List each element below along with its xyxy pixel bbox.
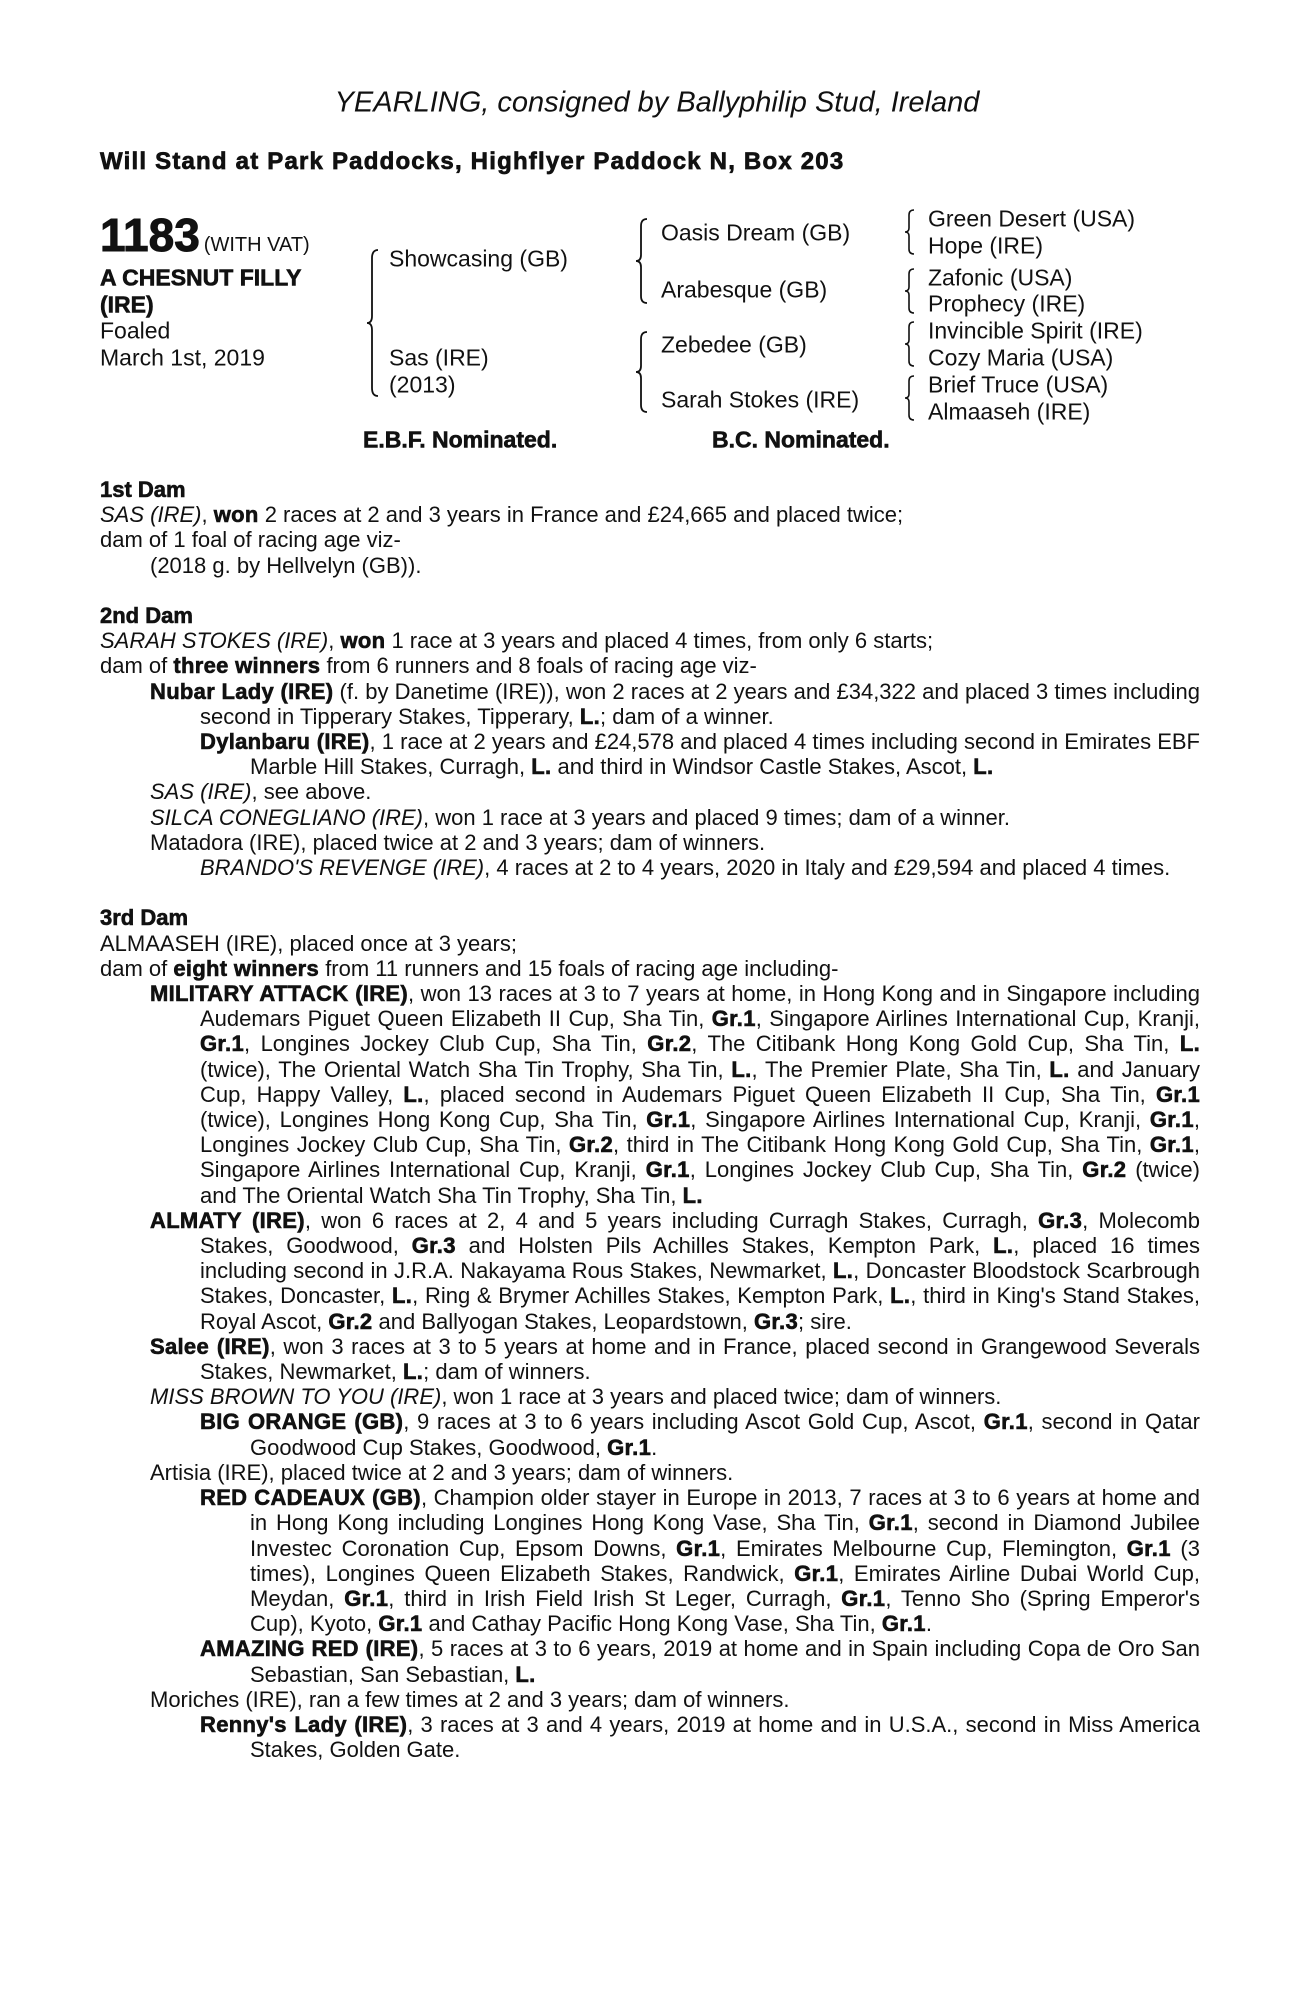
entry-text: ALMAASEH (IRE), placed once at 3 years;: [100, 930, 517, 956]
stand-location: Will Stand at Park Paddocks, Highflyer Paddock N, Box 203: [100, 148, 845, 175]
bold-text: Gr.1: [607, 1434, 652, 1460]
entry-text: (twice) and The Oriental Watch Sha Tin Trophy, Sha Tin,: [200, 1157, 1200, 1208]
entry-text: from 6 runners and 8 foals of racing age viz-: [320, 653, 757, 679]
entry-text: and Ballyogan Stakes, Leopardstown,: [372, 1308, 754, 1334]
bold-text: L.: [1179, 1031, 1200, 1057]
produce-entry: [100, 1687, 1200, 1712]
produce-entry: [100, 1712, 1200, 1762]
entry-text: , Longines Jockey Club Cup, Sha Tin,: [689, 1157, 1083, 1183]
produce-record: [100, 477, 1200, 1788]
bold-text: L.: [682, 1182, 703, 1208]
pedigree-gen3: Cozy Maria (USA): [928, 344, 1114, 371]
entry-text: ; dam of winners.: [423, 1359, 591, 1385]
pedigree-dam-year: (2013): [389, 371, 456, 398]
entry-text: 1 race at 3 years and placed 4 times, from only 6 starts;: [385, 628, 934, 654]
produce-entry: [100, 956, 1200, 981]
entry-text: , Emirates Melbourne Cup, Flemington,: [720, 1535, 1127, 1561]
produce-entry: [100, 779, 1200, 804]
bold-text: three winners: [173, 653, 321, 679]
italic-text: SARAH STOKES (IRE): [100, 628, 329, 654]
consignment-title: YEARLING, consigned by Ballyphilip Stud, Ireland: [334, 86, 980, 119]
entry-text: , Champion older stayer in Europe in 2013, 7 races at 3 to 6 years at home and in Hong Kong including Longines Hong Kong Vase, Sha Tin,: [250, 1485, 1201, 1536]
bold-text: L.: [833, 1258, 854, 1284]
entry-text: , Emirates Airline Dubai World Cup, Meydan,: [250, 1560, 1200, 1611]
bold-text: Gr.3: [1038, 1207, 1083, 1233]
entry-text: , won 6 races at 2, 4 and 5 years including Curragh Stakes, Curragh,: [304, 1207, 1039, 1233]
lot-number-value: 1183: [100, 209, 200, 261]
entry-text: , Singapore Airlines International Cup, Kranji,: [200, 1132, 1201, 1183]
produce-entry: [100, 805, 1200, 830]
produce-entry: [100, 830, 1200, 855]
entry-text: .: [651, 1434, 658, 1460]
bold-text: Gr.1: [881, 1611, 926, 1637]
produce-entry: [100, 1409, 1200, 1459]
pedigree-brace: [904, 267, 916, 315]
entry-text: , won 13 races at 3 to 7 years at home, in Hong Kong and in Singapore including Audemars Piguet Queen Elizabeth II Cup, Sha Tin,: [200, 981, 1200, 1032]
dam-section-heading: 2nd Dam: [100, 603, 193, 628]
bold-text: Renny's Lady (IRE): [200, 1711, 408, 1737]
entry-text: , The Citibank Hong Kong Gold Cup, Sha Tin,: [691, 1031, 1180, 1057]
pedigree-brace: [635, 330, 649, 414]
bold-text: L.: [579, 703, 601, 729]
entry-text: 2 races at 2 and 3 years in France and £24,665 and placed twice;: [258, 502, 904, 528]
entry-text: dam of: [100, 653, 174, 679]
pedigree-brace: [366, 248, 380, 398]
bold-text: ALMATY (IRE): [150, 1207, 305, 1233]
produce-entry: [100, 553, 1200, 578]
entry-text: (2018 g. by Hellvelyn (GB)).: [150, 552, 422, 578]
entry-text: , 9 races at 3 to 6 years including Ascot Gold Cup, Ascot,: [403, 1409, 984, 1435]
pedigree-sire: Showcasing (GB): [389, 245, 568, 272]
produce-entry: [100, 653, 1200, 678]
produce-entry: [100, 729, 1200, 779]
entry-text: and Holsten Pils Achilles Stakes, Kempton Park,: [455, 1233, 994, 1259]
entry-text: , The Premier Plate, Sha Tin,: [751, 1056, 1050, 1082]
pedigree-brace: [904, 374, 916, 422]
produce-entry: [100, 527, 1200, 552]
entry-text: Artisia (IRE), placed twice at 2 and 3 years; dam of winners.: [150, 1459, 734, 1485]
produce-entry: [100, 1208, 1200, 1334]
pedigree-gen3: Invincible Spirit (IRE): [928, 317, 1143, 344]
bold-text: RED CADEAUX (GB): [200, 1485, 421, 1511]
entry-text: , 3 races at 3 and 4 years, 2019 at home and in U.S.A., second in Miss America Stakes, Golden Gate.: [250, 1711, 1200, 1763]
entry-text: ; sire.: [798, 1308, 852, 1334]
pedigree-dam: Sas (IRE): [389, 344, 489, 371]
entry-text: .: [925, 1611, 932, 1637]
bold-text: L.: [402, 1359, 424, 1385]
bold-text: eight winners: [173, 955, 320, 981]
entry-text: ; dam of a winner.: [600, 703, 774, 729]
entry-text: , see above.: [251, 779, 372, 805]
dam-section: [100, 477, 1200, 578]
bold-text: won: [213, 502, 259, 528]
entry-text: ,: [201, 502, 214, 528]
produce-entry: [100, 1334, 1200, 1384]
bold-text: Gr.2: [328, 1308, 373, 1334]
bc-nominated: B.C. Nominated.: [712, 426, 890, 453]
bold-text: L.: [993, 1233, 1014, 1259]
bold-text: Gr.1: [841, 1585, 886, 1611]
produce-entry: [100, 502, 1200, 527]
foaled-date: March 1st, 2019: [100, 344, 265, 371]
entry-text: dam of: [100, 955, 174, 981]
entry-text: , Singapore Airlines International Cup, Kranji,: [690, 1107, 1150, 1133]
bold-text: Gr.2: [1082, 1157, 1127, 1183]
bold-text: won: [340, 628, 386, 654]
dam-section-heading: 1st Dam: [100, 477, 186, 502]
bold-text: L.: [1049, 1056, 1070, 1082]
produce-entry: [100, 679, 1200, 729]
entry-text: , Longines Jockey Club Cup, Sha Tin,: [244, 1031, 648, 1057]
dam-section: [100, 905, 1200, 1762]
entry-text: and January Cup, Happy Valley,: [200, 1056, 1201, 1107]
pedigree-sire-sire: Oasis Dream (GB): [661, 219, 851, 246]
entry-text: and Cathay Pacific Hong Kong Vase, Sha Tin,: [422, 1611, 882, 1637]
horse-origin: (IRE): [100, 291, 154, 318]
entry-text: , 5 races at 3 to 6 years, 2019 at home and in Spain including Copa de Oro San Sebastian, San Sebastian,: [250, 1636, 1200, 1687]
pedigree-brace: [635, 217, 649, 305]
produce-entry: [100, 628, 1200, 653]
bold-text: Gr.1: [378, 1611, 423, 1637]
ebf-nominated: E.B.F. Nominated.: [363, 426, 558, 453]
entry-text: , placed second in Audemars Piguet Queen Elizabeth II Cup, Sha Tin,: [423, 1081, 1156, 1107]
pedigree-gen3: Green Desert (USA): [928, 205, 1136, 232]
entry-text: , won 3 races at 3 to 5 years at home and in France, placed second in Grangewood Severals Stakes, Newmarket,: [200, 1333, 1201, 1385]
bold-text: Gr.1: [1149, 1132, 1194, 1158]
pedigree-dam-sire: Zebedee (GB): [661, 331, 807, 358]
bold-text: BIG ORANGE (GB): [200, 1409, 404, 1435]
bold-text: Dylanbaru (IRE): [200, 729, 370, 755]
foaled-label: Foaled: [100, 317, 171, 344]
entry-text: Moriches (IRE), ran a few times at 2 and 3 years; dam of winners.: [150, 1686, 790, 1712]
dam-section-heading: 3rd Dam: [100, 905, 189, 931]
produce-entry: [100, 1384, 1200, 1409]
entry-text: , Singapore Airlines International Cup, Kranji,: [755, 1006, 1201, 1032]
bold-text: Gr.1: [1155, 1081, 1200, 1107]
pedigree-gen3: Prophecy (IRE): [928, 290, 1086, 317]
pedigree-gen3: Hope (IRE): [928, 232, 1044, 259]
entry-text: dam of 1 foal of racing age viz-: [100, 527, 401, 553]
produce-entry: [100, 1460, 1200, 1485]
bold-text: Gr.1: [645, 1157, 690, 1183]
bold-text: L.: [403, 1081, 424, 1107]
entry-text: Matadora (IRE), placed twice at 2 and 3 years; dam of winners.: [150, 829, 766, 855]
bold-text: Gr.2: [569, 1132, 614, 1158]
bold-text: AMAZING RED (IRE): [200, 1636, 419, 1662]
bold-text: Gr.2: [647, 1031, 692, 1057]
bold-text: L.: [731, 1056, 752, 1082]
entry-text: , placed 16 times including second in J.R.A. Nakayama Rous Stakes, Newmarket,: [200, 1233, 1201, 1284]
italic-text: MISS BROWN TO YOU (IRE): [150, 1384, 442, 1410]
pedigree-brace: [904, 320, 916, 368]
dam-section: [100, 603, 1200, 880]
entry-text: , second in Qatar Goodwood Cup Stakes, Goodwood,: [250, 1409, 1200, 1460]
entry-text: , won 1 race at 3 years and placed 9 times; dam of a winner.: [423, 804, 1011, 830]
italic-text: BRANDO'S REVENGE (IRE): [200, 855, 485, 881]
produce-entry: [100, 855, 1200, 880]
lot-number: [100, 208, 310, 262]
entry-text: , Tenno Sho (Spring Emperor's Cup), Kyoto,: [250, 1585, 1200, 1637]
italic-text: SAS (IRE): [150, 779, 252, 805]
pedigree-sire-dam: Arabesque (GB): [661, 276, 828, 303]
italic-text: SAS (IRE): [100, 502, 202, 528]
bold-text: Gr.1: [711, 1006, 756, 1032]
bold-text: L.: [973, 754, 994, 780]
bold-text: L.: [890, 1283, 911, 1309]
bold-text: L.: [515, 1661, 536, 1687]
bold-text: Gr.1: [983, 1409, 1028, 1435]
bold-text: Nubar Lady (IRE): [150, 678, 334, 704]
italic-text: SILCA CONEGLIANO (IRE): [150, 804, 424, 830]
entry-text: , 1 race at 2 years and £24,578 and placed 4 times including second in Emirates EBF Marble Hill Stakes, Curragh,: [250, 729, 1200, 780]
entry-text: (3 times), Longines Queen Elizabeth Stakes, Randwick,: [250, 1535, 1200, 1586]
entry-text: , Longines Jockey Club Cup, Sha Tin,: [200, 1107, 1201, 1158]
entry-text: (twice), Longines Hong Kong Cup, Sha Tin,: [200, 1107, 647, 1133]
horse-name: A CHESNUT FILLY: [100, 264, 302, 291]
bold-text: Gr.3: [754, 1308, 799, 1334]
pedigree-gen3: Almaaseh (IRE): [928, 398, 1091, 425]
bold-text: Gr.1: [646, 1107, 691, 1133]
produce-entry: [100, 1485, 1200, 1636]
bold-text: L.: [531, 754, 552, 780]
entry-text: ,: [328, 628, 341, 654]
entry-text: , won 1 race at 3 years and placed twice; dam of winners.: [441, 1384, 1002, 1410]
vat-note: (WITH VAT): [203, 234, 310, 256]
bold-text: Gr.1: [1126, 1535, 1171, 1561]
entry-text: and third in Windsor Castle Stakes, Ascot,: [551, 754, 974, 780]
bold-text: L.: [391, 1283, 413, 1309]
entry-text: , third in The Citibank Hong Kong Gold Cup, Sha Tin,: [613, 1132, 1150, 1158]
bold-text: Gr.1: [200, 1031, 245, 1057]
bold-text: MILITARY ATTACK (IRE): [150, 981, 409, 1007]
bold-text: Gr.1: [868, 1510, 913, 1536]
entry-text: (f. by Danetime (IRE)), won 2 races at 2 years and £34,322 and placed 3 times including second in Tipperary Stakes, Tipperary,: [200, 678, 1200, 729]
bold-text: Gr.1: [794, 1560, 839, 1586]
produce-entry: [100, 981, 1200, 1208]
entry-text: , third in Irish Field Irish St Leger, Curragh,: [388, 1585, 842, 1611]
entry-text: , 4 races at 2 to 4 years, 2020 in Italy and £29,594 and placed 4 times.: [484, 855, 1171, 881]
pedigree-brace: [904, 208, 916, 256]
entry-text: , Molecomb Stakes, Goodwood,: [200, 1207, 1200, 1259]
entry-text: , Ring & Brymer Achilles Stakes, Kempton Park,: [412, 1283, 891, 1309]
bold-text: Gr.1: [676, 1535, 721, 1561]
bold-text: Gr.1: [344, 1585, 389, 1611]
bold-text: Salee (IRE): [150, 1333, 270, 1359]
produce-entry: [100, 931, 1200, 956]
pedigree-gen3: Brief Truce (USA): [928, 371, 1109, 398]
bold-text: Gr.3: [411, 1233, 456, 1259]
entry-text: , third in King's Stand Stakes, Royal Ascot,: [200, 1283, 1201, 1334]
produce-entry: [100, 1636, 1200, 1686]
entry-text: , second in Diamond Jubilee Investec Coronation Cup, Epsom Downs,: [250, 1510, 1201, 1561]
bold-text: Gr.1: [1149, 1107, 1194, 1133]
entry-text: (twice), The Oriental Watch Sha Tin Trophy, Sha Tin,: [200, 1056, 732, 1082]
entry-text: , Doncaster Bloodstock Scarbrough Stakes, Doncaster,: [200, 1258, 1200, 1309]
pedigree-dam-dam: Sarah Stokes (IRE): [661, 386, 860, 413]
pedigree-gen3: Zafonic (USA): [928, 264, 1073, 291]
entry-text: from 11 runners and 15 foals of racing age including-: [319, 955, 839, 981]
